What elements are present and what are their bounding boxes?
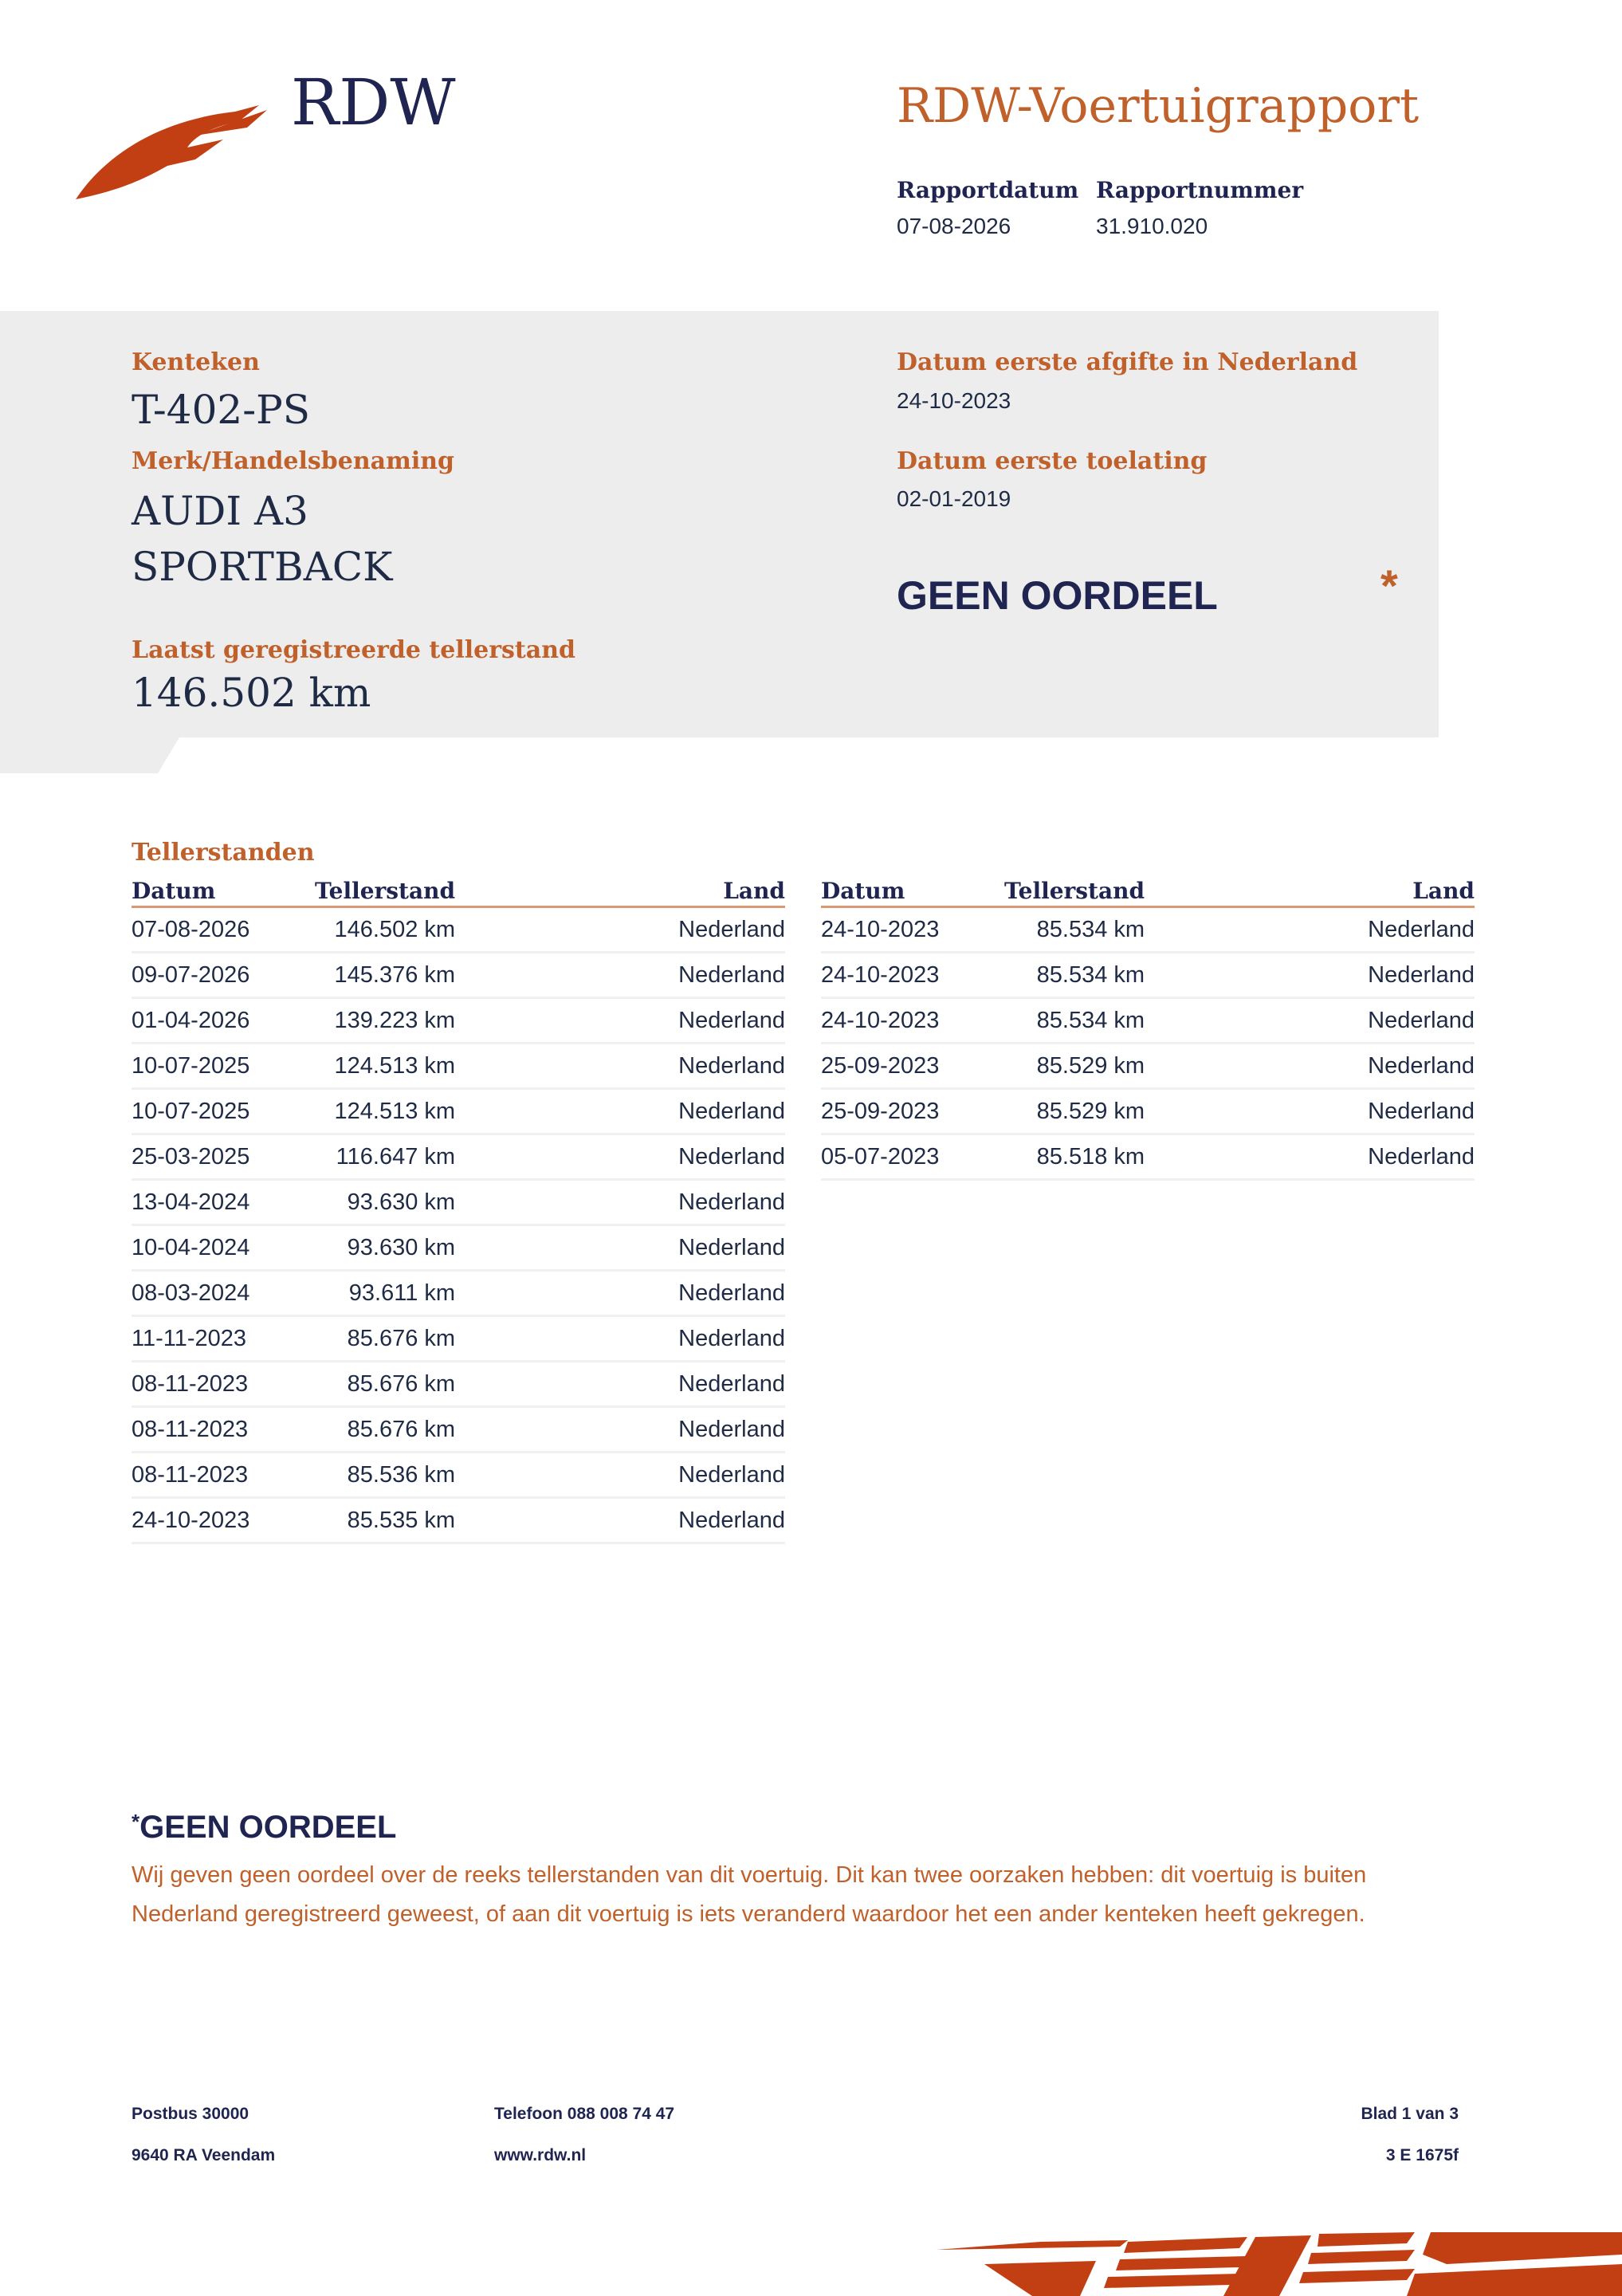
table-row — [821, 1089, 1475, 1134]
reading-odometer: 146.502 km — [315, 907, 455, 953]
reading-odometer: 85.534 km — [1004, 953, 1145, 998]
first-nl-label: Datum eerste afgifte in Nederland — [897, 348, 1358, 376]
reading-country: Nederland — [455, 1089, 785, 1134]
report-date-label: Rapportdatum — [897, 177, 1079, 203]
first-admission-label: Datum eerste toelating — [897, 447, 1208, 475]
readings-table-right — [821, 875, 1475, 1181]
table-row — [132, 1453, 785, 1498]
reading-date: 10-07-2025 — [132, 1089, 315, 1134]
table-row — [132, 953, 785, 998]
footer-address-1: Postbus 30000 — [132, 2105, 249, 2123]
reading-country: Nederland — [455, 1180, 785, 1225]
reading-date: 24-10-2023 — [821, 907, 1004, 953]
reading-date: 08-03-2024 — [132, 1271, 315, 1316]
footer-web: www.rdw.nl — [494, 2146, 587, 2164]
reading-country: Nederland — [455, 1044, 785, 1089]
reading-country: Nederland — [1145, 1089, 1475, 1134]
plate-value: T-402-PS — [132, 387, 311, 433]
footer-page: Blad 1 van 3 — [1361, 2105, 1459, 2123]
reading-country: Nederland — [455, 907, 785, 953]
reading-odometer: 85.534 km — [1004, 998, 1145, 1044]
reading-odometer: 85.676 km — [315, 1362, 455, 1407]
reading-country: Nederland — [1145, 953, 1475, 998]
table-row — [132, 1316, 785, 1362]
reading-date: 10-07-2025 — [132, 1044, 315, 1089]
col-country: Land — [455, 875, 785, 907]
reading-country: Nederland — [455, 1316, 785, 1362]
verdict-asterisk: * — [1380, 560, 1398, 611]
table-row — [821, 953, 1475, 998]
reading-date: 25-03-2025 — [132, 1134, 315, 1180]
brand-name: RDW — [291, 65, 456, 140]
col-country: Land — [1145, 875, 1475, 907]
footnote-text: Wij geven geen oordeel over de reeks tellerstanden van dit voertuig. Dit kan twee oorzaken hebben: dit voertuig is buiten Nederland geregistreerd geweest, of aan dit voertuig is iets veranderd waardoor het een ander kenteken heeft gekregen. — [132, 1862, 1367, 1927]
table-row — [821, 998, 1475, 1044]
reading-country: Nederland — [1145, 998, 1475, 1044]
reading-date: 08-11-2023 — [132, 1362, 315, 1407]
report-number: 31.910.020 — [1096, 214, 1208, 238]
plate-label: Kenteken — [132, 348, 260, 376]
table-row — [132, 907, 785, 953]
reading-country: Nederland — [455, 1407, 785, 1453]
table-row — [132, 1407, 785, 1453]
report-title: RDW-Voertuigrapport — [897, 78, 1420, 134]
table-row — [132, 1134, 785, 1180]
reading-country: Nederland — [455, 1271, 785, 1316]
reading-date: 09-07-2026 — [132, 953, 315, 998]
odometer-label: Laatst geregistreerde tellerstand — [132, 636, 575, 664]
table-row — [132, 1044, 785, 1089]
decorative-stripes-icon — [937, 2232, 1622, 2296]
reading-odometer: 93.630 km — [315, 1180, 455, 1225]
reading-country: Nederland — [455, 953, 785, 998]
reading-odometer: 85.518 km — [1004, 1134, 1145, 1180]
footnote-heading: GEEN OORDEEL — [139, 1810, 397, 1845]
table-row — [132, 998, 785, 1044]
table-row — [821, 1134, 1475, 1180]
reading-date: 08-11-2023 — [132, 1407, 315, 1453]
verdict-text: GEEN OORDEEL — [897, 573, 1218, 618]
reading-country: Nederland — [455, 998, 785, 1044]
reading-date: 07-08-2026 — [132, 907, 315, 953]
footer-address-2: 9640 RA Veendam — [132, 2146, 276, 2164]
reading-country: Nederland — [455, 1498, 785, 1543]
readings-title: Tellerstanden — [132, 839, 315, 867]
reading-country: Nederland — [455, 1134, 785, 1180]
rdw-logo-icon — [76, 104, 267, 207]
reading-odometer: 85.676 km — [315, 1407, 455, 1453]
table-row — [132, 1498, 785, 1543]
reading-odometer: 85.676 km — [315, 1316, 455, 1362]
report-number-label: Rapportnummer — [1096, 177, 1304, 203]
reading-odometer: 93.630 km — [315, 1225, 455, 1271]
reading-country: Nederland — [455, 1225, 785, 1271]
reading-odometer: 85.536 km — [315, 1453, 455, 1498]
reading-date: 24-10-2023 — [821, 998, 1004, 1044]
reading-odometer: 124.513 km — [315, 1044, 455, 1089]
table-row — [821, 1044, 1475, 1089]
report-date: 07-08-2026 — [897, 214, 1011, 238]
reading-odometer: 85.529 km — [1004, 1044, 1145, 1089]
reading-date: 25-09-2023 — [821, 1089, 1004, 1134]
reading-country: Nederland — [1145, 1044, 1475, 1089]
table-row — [132, 1362, 785, 1407]
make-line1: AUDI A3 — [132, 488, 308, 534]
reading-date: 24-10-2023 — [821, 953, 1004, 998]
reading-odometer: 85.534 km — [1004, 907, 1145, 953]
reading-date: 13-04-2024 — [132, 1180, 315, 1225]
readings-table-left — [132, 875, 785, 1544]
reading-odometer: 85.535 km — [315, 1498, 455, 1543]
first-admission-date: 02-01-2019 — [897, 486, 1011, 511]
panel-tab-decoration — [0, 737, 179, 773]
footnote-asterisk: * — [132, 1810, 140, 1834]
reading-date: 10-04-2024 — [132, 1225, 315, 1271]
make-line2: SPORTBACK — [132, 544, 393, 590]
footer-code: 3 E 1675f — [1385, 2146, 1459, 2164]
reading-date: 11-11-2023 — [132, 1316, 315, 1362]
reading-date: 01-04-2026 — [132, 998, 315, 1044]
table-row — [132, 1089, 785, 1134]
col-odometer: Tellerstand — [1004, 875, 1145, 907]
col-odometer: Tellerstand — [315, 875, 455, 907]
table-row — [132, 1180, 785, 1225]
odometer-value: 146.502 km — [132, 670, 371, 716]
footnote-title — [132, 1810, 396, 1846]
reading-odometer: 93.611 km — [315, 1271, 455, 1316]
table-row — [132, 1271, 785, 1316]
reading-odometer: 145.376 km — [315, 953, 455, 998]
table-row — [132, 1225, 785, 1271]
reading-date: 05-07-2023 — [821, 1134, 1004, 1180]
reading-odometer: 85.529 km — [1004, 1089, 1145, 1134]
reading-odometer: 116.647 km — [315, 1134, 455, 1180]
make-label: Merk/Handelsbenaming — [132, 447, 455, 475]
reading-date: 24-10-2023 — [132, 1498, 315, 1543]
reading-country: Nederland — [1145, 1134, 1475, 1180]
table-row — [821, 907, 1475, 953]
col-date: Datum — [821, 875, 1004, 907]
reading-date: 25-09-2023 — [821, 1044, 1004, 1089]
reading-odometer: 124.513 km — [315, 1089, 455, 1134]
reading-country: Nederland — [1145, 907, 1475, 953]
reading-country: Nederland — [455, 1362, 785, 1407]
reading-odometer: 139.223 km — [315, 998, 455, 1044]
reading-country: Nederland — [455, 1453, 785, 1498]
first-nl-date: 24-10-2023 — [897, 388, 1011, 413]
footer-phone: Telefoon 088 008 74 47 — [494, 2105, 675, 2123]
col-date: Datum — [132, 875, 315, 907]
reading-date: 08-11-2023 — [132, 1453, 315, 1498]
